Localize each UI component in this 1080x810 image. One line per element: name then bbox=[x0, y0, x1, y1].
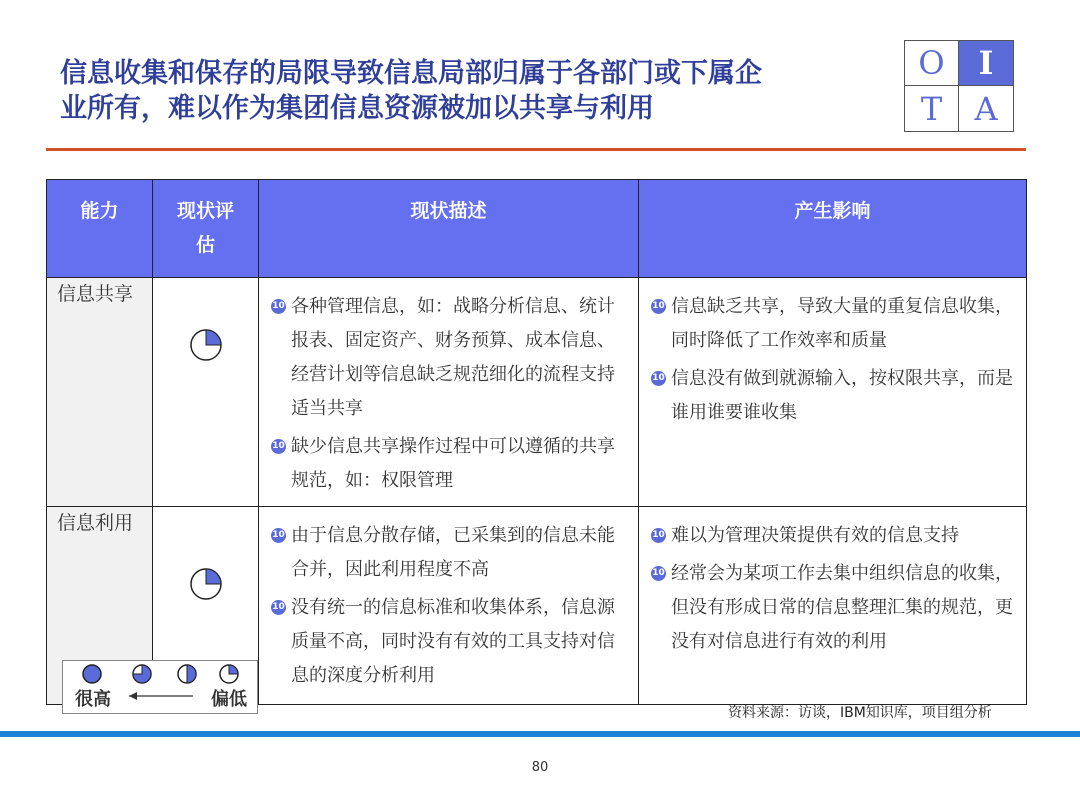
impact-cell bbox=[639, 278, 1027, 507]
capability-table bbox=[46, 179, 1027, 705]
legend-pie-icon bbox=[178, 665, 196, 683]
circled-ten-bullet-icon: 10 bbox=[651, 299, 666, 314]
description-bullet bbox=[271, 290, 628, 426]
description-bullet bbox=[271, 591, 628, 693]
impact-bullet-text: 经常会为某项工作去集中组织信息的收集，但没有形成日常的信息整理汇集的规范，更没有对信息进行有效的利用 bbox=[671, 563, 1013, 652]
circled-ten-bullet-icon: 10 bbox=[271, 299, 286, 314]
impact-bullet bbox=[651, 519, 1016, 553]
title-divider bbox=[46, 148, 1026, 151]
table-row bbox=[47, 278, 1027, 507]
table-header-row bbox=[47, 180, 1027, 278]
logo-letter-o: O bbox=[905, 41, 959, 86]
legend-pie-icon bbox=[220, 665, 238, 683]
assessment-pie-icon bbox=[189, 567, 223, 601]
header-assessment-label: 现状评估 bbox=[176, 200, 234, 256]
impact-bullet bbox=[651, 362, 1016, 430]
footer-divider bbox=[0, 731, 1080, 737]
header-capability: 能力 bbox=[47, 180, 153, 278]
description-bullet-text: 缺少信息共享操作过程中可以遵循的共享规范，如：权限管理 bbox=[291, 436, 615, 491]
circled-ten-bullet-icon: 10 bbox=[271, 528, 286, 543]
page-title-line-2: 业所有，难以作为集团信息资源被加以共享与利用 bbox=[60, 93, 654, 124]
impact-bullet-text: 难以为管理决策提供有效的信息支持 bbox=[671, 525, 959, 546]
capability-cell: 信息利用 bbox=[47, 507, 153, 705]
impact-cell bbox=[639, 507, 1027, 705]
description-cell bbox=[259, 278, 639, 507]
page-title-line-1: 信息收集和保存的局限导致信息局部归属于各部门或下属企 bbox=[60, 58, 762, 89]
circled-ten-bullet-icon: 10 bbox=[271, 439, 286, 454]
header-description: 现状描述 bbox=[259, 180, 639, 278]
legend-low-label: 偏低 bbox=[211, 689, 247, 710]
source-note: 资料来源：访谈，IBM知识库，项目组分析 bbox=[728, 705, 992, 721]
circled-ten-bullet-icon: 10 bbox=[651, 528, 666, 543]
assessment-cell bbox=[153, 278, 259, 507]
description-bullet bbox=[271, 430, 628, 498]
description-bullet-text: 由于信息分散存储，已采集到的信息未能合并，因此利用程度不高 bbox=[291, 525, 615, 580]
legend-high-label: 很高 bbox=[75, 689, 111, 710]
assessment-legend bbox=[62, 660, 258, 714]
capability-cell: 信息共享 bbox=[47, 278, 153, 507]
oita-logo bbox=[904, 40, 1014, 132]
impact-bullet bbox=[651, 290, 1016, 358]
legend-arrow-head-icon bbox=[129, 692, 137, 700]
page-number: 80 bbox=[531, 760, 549, 775]
impact-bullet-text: 信息没有做到就源输入，按权限共享，而是谁用谁要谁收集 bbox=[671, 368, 1013, 423]
impact-bullet bbox=[651, 557, 1016, 659]
circled-ten-bullet-icon: 10 bbox=[651, 566, 666, 581]
logo-letter-t: T bbox=[905, 86, 959, 131]
header-impact: 产生影响 bbox=[639, 180, 1027, 278]
description-bullet bbox=[271, 519, 628, 587]
page-title bbox=[60, 56, 860, 126]
legend-pie-icon bbox=[133, 665, 151, 683]
description-cell bbox=[259, 507, 639, 705]
circled-ten-bullet-icon: 10 bbox=[271, 600, 286, 615]
impact-bullet-text: 信息缺乏共享，导致大量的重复信息收集，同时降低了工作效率和质量 bbox=[671, 296, 1013, 351]
description-bullet-text: 没有统一的信息标准和收集体系，信息源质量不高，同时没有有效的工具支持对信息的深度分析利用 bbox=[291, 597, 615, 686]
legend-pie-icon bbox=[83, 665, 101, 683]
logo-letter-i: I bbox=[959, 41, 1013, 86]
circled-ten-bullet-icon: 10 bbox=[651, 371, 666, 386]
logo-letter-a: A bbox=[974, 89, 998, 128]
header-assessment bbox=[153, 180, 259, 278]
assessment-pie-icon bbox=[189, 328, 223, 362]
description-bullet-text: 各种管理信息，如：战略分析信息、统计报表、固定资产、财务预算、成本信息、经营计划等信息缺乏规范细化的流程支持适当共享 bbox=[291, 296, 615, 419]
